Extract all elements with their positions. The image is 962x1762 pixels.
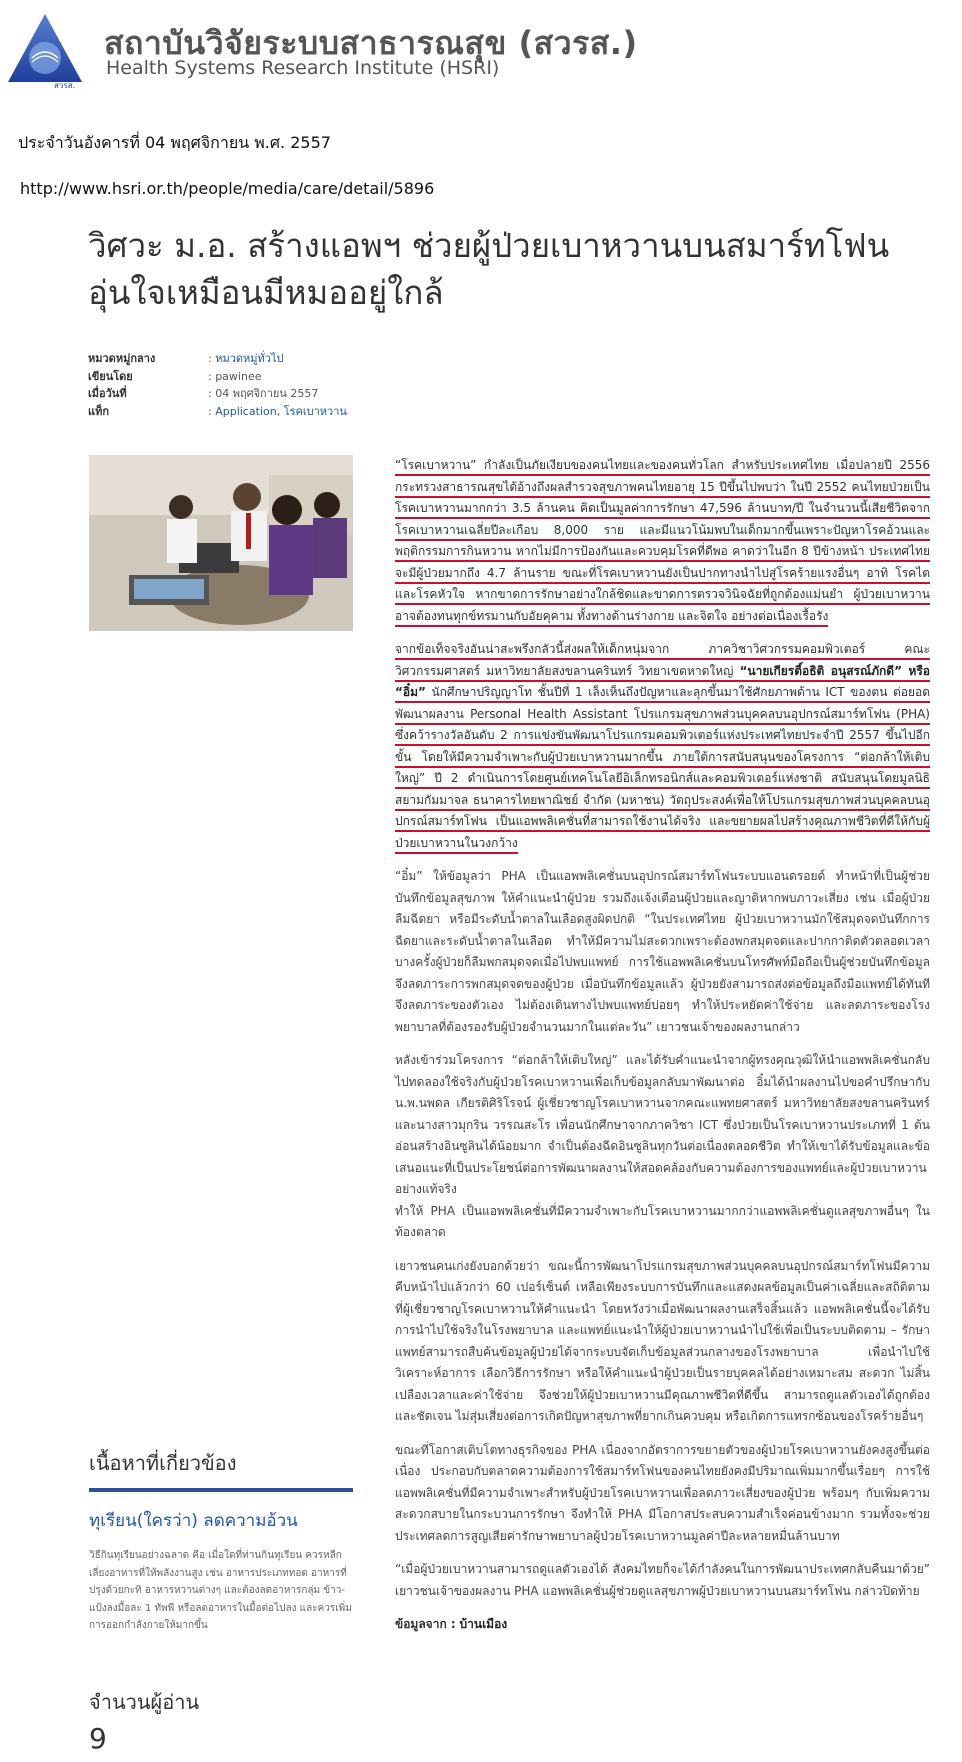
- meta-category-row: หมวดหมู่กลาง : หมวดหมู่ทั่วไป: [88, 350, 347, 368]
- related-article-summary: วิธีกินทุเรียนอย่างฉลาด คือ เมื่อใดที่ท่านกินทุเรียน ควรหลีกเลี่ยงอาหารที่ให้พลังงานสูง เช่น อาหารประเภททอด อาหารที่ปรุงด้วยกะทิ อาหารหวานต่างๆ และต้องลดอาหารกลุ่ม ข้าว-แป้งลงมื้อละ 1 ทัพพี หรือลดอาหารในมื้อต่อไปลง และควรเพิ่มการออกกำลังกายให้มากขึ้น: [89, 1550, 352, 1631]
- article-title: [88, 222, 928, 316]
- article-title-line-2: อุ่นใจเหมือนมีหมออยู่ใกล้: [88, 273, 444, 312]
- article-photo: [89, 455, 353, 631]
- meta-category-label: หมวดหมู่กลาง: [88, 352, 156, 365]
- svg-text:สวรส.: สวรส.: [54, 81, 76, 90]
- meta-date-value: 04 พฤศจิกายน 2557: [215, 387, 319, 400]
- meta-author-label: เขียนโดย: [88, 369, 133, 383]
- source-label: ข้อมูลจาก :: [395, 1617, 456, 1631]
- org-name-thai: สถาบันวิจัยระบบสาธารณสุข (สวรส.): [104, 24, 638, 62]
- paragraph-2-text-a: จากข้อเท็จจริงอันน่าสะพรึงกลัวนี้ส่งผลให้เด็กหนุ่มจาก ภาควิชาวิศวกรรมคอมพิวเตอร์ คณะวิศวกรรมศาสตร์ มหาวิทยาลัยสงขลานครินทร์ วิทยาเขตหาดใหญ่: [395, 642, 930, 682]
- paragraph-4-text-a: หลังเข้าร่วมโครงการ “ต่อกล้าให้เติบใหญ่” และได้รับคำแนะนำจากผู้ทรงคุณวุฒิให้นำแอพพลิเคชั่นกลับไปทดลองใช้จริงกับผู้ป่วยโรคเบาหวานเพื่อเก็บข้อมูลกลับมาพัฒนาต่อ อิ๋มได้นำผลงานไปขอคำปรึกษากับ น.พ.นพดล เกียรติศิริโรจน์ ผู้เชี่ยวชาญโรคเบาหวานจากคณะแพทยศาสตร์ มหาวิทยาลัยสงขลานครินทร์ และนางสาวมุกริน วรรณสะโร เพื่อนนักศึกษาจากภาควิชา ICT ซึ่งป่วยเป็นโรคเบาหวานประเภทที่ 1 ต้นอ่อนสร้างอินซูลินได้น้อยมาก จำเป็นต้องฉีดอินซูลินทุกวันต่อเนื่องตลอดชีวิต ทำให้เขาได้รับข้อมูลและข้อเสนอแนะที่เป็นประโยชน์ต่อการพัฒนาผลงานให้สอดคล้องกับความต้องการของแพทย์และผู้ป่วยเบาหวานอย่างแท้จริง: [395, 1053, 930, 1196]
- source-url: http://www.hsri.or.th/people/media/care/detail/5896: [20, 179, 435, 198]
- source-line: [395, 1614, 930, 1636]
- article-title-line-1: วิศวะ ม.อ. สร้างแอพฯ ช่วยผู้ป่วยเบาหวานบนสมาร์ทโฟน: [88, 226, 890, 265]
- source-link[interactable]: บ้านเมือง: [459, 1617, 508, 1631]
- meta-date-row: เมื่อวันที่ : 04 พฤศจิกายน 2557: [88, 385, 347, 403]
- paragraph-7: “เมื่อผู้ป่วยเบาหวานสามารถดูแลตัวเองได้ สังคมไทยก็จะได้กำลังคนในการพัฒนาประเทศกลับคืนมาด้วย” เยาวชนเจ้าของผลงาน PHA แอพพลิเคชั่นผู้ช่วยดูแลสุขภาพผู้ป่วยเบาหวานบนสมาร์ทโฟน กล่าวปิดท้าย: [395, 1562, 930, 1598]
- paragraph-4: [395, 1050, 930, 1244]
- meta-date-label: เมื่อวันที่: [88, 387, 127, 400]
- readers-count: 9: [89, 1722, 107, 1755]
- paragraph-1: [395, 455, 930, 627]
- related-content-divider: [89, 1488, 353, 1492]
- paragraph-1-text: “โรคเบาหวาน” กำลังเป็นภัยเงียบของคนไทยและของคนทั่วโลก สำหรับประเทศไทย เมื่อปลายปี 2556 กระทรวงสาธารณสุขได้อ้างถึงผลสำรวจสุขภาพคนไทยอายุ 15 ปีขึ้นไปพบว่า ในปี 2552 คนไทยป่วยเป็นโรคเบาหวานมากกว่า 3.5 ล้านคน คิดเป็นมูลค่าการรักษา 47,596 ล้านบาท/ปี ในจำนวนนี้เสียชีวิตจากโรคเบาหวานเฉลี่ยปีละเกือบ 8,000 ราย และมีแนวโน้มพบในเด็กมากขึ้นเพราะปัญหาโรคอ้วนและพฤติกรรมการกินหวาน หากไม่มีการป้องกันและควบคุมโรคที่ดีพอ คาดว่าในอีก 8 ปีข้างหน้า ประเทศไทยจะมีผู้ป่วยมากถึง 4.7 ล้านราย ขณะที่โรคเบาหวานยังเป็นปากทางนำไปสู่โรคร้ายแรงอื่นๆ อาทิ โรคไต และโรคหัวใจ หากขาดการรักษาอย่างใกล้ชิดและขาดการตรวจวินิจฉัยที่ถูกต้องแม่นยำ ผู้ป่วยเบาหวานอาจต้องทนทุกข์ทรมานกับอัยคุคาม ทั้งทางด้านร่างกาย และจิตใจ อย่างต่อเนื่องเรื้อรัง: [395, 458, 930, 627]
- related-content-heading: เนื้อหาที่เกี่ยวข้อง: [89, 1451, 237, 1475]
- meta-tags-label: แท็ก: [88, 404, 110, 418]
- readers-heading: จำนวนผู้อ่าน: [89, 1690, 200, 1714]
- article-body: [395, 455, 930, 1648]
- org-name-english: Health Systems Research Institute (HSRI): [106, 57, 500, 79]
- paragraph-2-person-name: “นายเกียรติ์อธิติ อนุสรณ์ภักดี” หรือ “อิ๋ม”: [395, 664, 930, 704]
- meta-author-value: pawinee: [215, 369, 262, 383]
- tag-link-diabetes[interactable]: โรคเบาหวาน: [283, 404, 347, 418]
- meta-category-link[interactable]: หมวดหมู่ทั่วไป: [215, 352, 284, 365]
- meta-author-row: เขียนโดย : pawinee: [88, 368, 347, 386]
- paragraph-4-text-b: ทำให้ PHA เป็นแอพพลิเคชั่นที่มีความจำเพาะกับโรคเบาหวานมากกว่าแอพพลิเคชั่นดูแลสุขภาพอื่นๆ ในท้องตลาด: [395, 1203, 930, 1239]
- hsri-logo: [6, 12, 84, 90]
- related-article-link[interactable]: ทุเรียน(ใครว่า) ลดความอ้วน: [89, 1511, 298, 1531]
- article-meta: [88, 350, 347, 420]
- meta-tags-row: แท็ก : Application, โรคเบาหวาน: [88, 403, 347, 421]
- paragraph-2-text-c: นักศึกษาปริญญาโท ชั้นปีที่ 1 เล็งเห็นถึงปัญหาและลุกขึ้นมาใช้ศักยภาพด้าน ICT ของตน ต่อยอดพัฒนาผลงาน Personal Health Assistant โปรแกรมสุขภาพส่วนบุคคลบนอุปกรณ์สมาร์ทโฟน (PHA) ซึ่งคว้ารางวัลอันดับ 2 การแข่งขันพัฒนาโปรแกรมคอมพิวเตอร์แห่งประเทศไทยประจำปี 2557 ขึ้นไปอีกขั้น โดยให้มีความจำเพาะกับผู้ป่วยเบาหวานมากขึ้น ภายใต้การสนับสนุนของโครงการ “ต่อกล้าให้เติบใหญ่” ปี 2 ดำเนินการโดยศูนย์เทคโนโลยีอิเล็กทรอนิกส์และคอมพิวเตอร์แห่งชาติ สนับสนุนโดยมูลนิธิสยามกัมมาจล ธนาคารไทยพาณิชย์ จำกัด (มหาชน) วัตถุประสงค์เพื่อให้โปรแกรมสุขภาพส่วนบุคคลบนอุปกรณ์สมาร์ทโฟน เป็นแอพพลิเคชั่นที่สามารถใช้งานได้จริง และขยายผลไปสร้างคุณภาพชีวิตที่ดีให้กับผู้ป่วยเบาหวานในวงกว้าง: [395, 685, 930, 854]
- tag-link-application[interactable]: Application: [215, 404, 277, 418]
- paragraph-5: เยาวชนคนเก่งยังบอกด้วยว่า ขณะนี้การพัฒนาโปรแกรมสุขภาพส่วนบุคคลบนอุปกรณ์สมาร์ทโฟนมีความคืบหน้าไปแล้วกว่า 60 เปอร์เซ็นต์ เหลือเพียงระบบการบันทึกและแสดงผลข้อมูลเป็นค่าเฉลี่ยและสถิติตามที่ผู้เชี่ยวชาญโรคเบาหวานให้คำแนะนำ โดยหวังว่าเมื่อพัฒนาผลงานเสร็จสิ้นแล้ว แอพพลิเคชั่นนี้จะได้รับการนำไปใช้จริงในโรงพยาบาล และแพทย์แนะนำให้ผู้ป่วยเบาหวานนำไปใช้เพื่อเป็นระบบติดตาม – รักษา แพทย์สามารถสืบค้นข้อมูลผู้ป่วยได้จากระบบจัดเก็บข้อมูลส่วนกลางของโรงพยาบาล เพื่อนำไปใช้วิเคราะห์อาการ เลือกวิธีการรักษา หรือให้คำแนะนำผู้ป่วยเป็นรายบุคคลได้อย่างเหมาะสม สะดวก ไม่สิ้นเปลืองเวลาและค่าใช้จ่าย จึงช่วยให้ผู้ป่วยเบาหวานมีคุณภาพชีวิตที่ดีขึ้น สามารถดูแลตัวเองได้ถูกต้อง และชัดเจน ไม่สุ่มเสี่ยงต่อการเกิดปัญหาสุขภาพที่ยากเกินควบคุม หรือเกิดการแทรกซ้อนของโรคร้ายอื่นๆ: [395, 1258, 930, 1423]
- issue-date: ประจำวันอังคารที่ 04 พฤศจิกายน พ.ศ. 2557: [18, 133, 331, 152]
- paragraph-6: ขณะที่โอกาสเติบโตทางธุรกิจของ PHA เนื่องจากอัตราการขยายตัวของผู้ป่วยโรคเบาหวานยังคงสูงขึ้นต่อเนื่อง ประกอบกับตลาดความต้องการใช้สมาร์ทโฟนของคนไทยยังคงมีปริมาณเพิ่มมากขึ้นเรื่อยๆ การใช้แอพพลิเคชั่นที่มีความจำเพาะสำหรับผู้ป่วยโรคเบาหวานเพื่อลดภาวะเสี่ยงของผู้ป่วย พร้อมๆ กับเพิ่มความสะดวกสบายในกระบวนการรักษา จึงทำให้ PHA มีโอกาสประสบความสำเร็จค่อนข้างมาก รวมทั้งจะช่วยประเทศลดการสูญเสียค่ารักษาพยาบาลผู้ป่วยโรคเบาหวานมูลค่าปีละหลายหมื่นล้านบาท: [395, 1442, 930, 1543]
- paragraph-3: “อิ๋ม” ให้ข้อมูลว่า PHA เป็นแอพพลิเคชั่นบนอุปกรณ์สมาร์ทโฟนระบบแอนดรอยด์ ทำหน้าที่เป็นผู้ช่วยบันทึกข้อมูลสุขภาพ ให้คำแนะนำผู้ป่วย รวมถึงแจ้งเตือนผู้ป่วยและญาติหากพบภาวะเสี่ยง เช่น เมื่อผู้ป่วยลืมฉีดยา หรือมีระดับน้ำตาลในเลือดสูงผิดปกติ “ในประเทศไทย ผู้ป่วยเบาหวานมักใช้สมุดจดบันทึกการฉีดยาและระดับน้ำตาลในเลือด ทำให้มีความไม่สะดวกเพราะต้องพกสมุดจดและปากกาติดตัวตลอดเวลา บางครั้งผู้ป่วยก็ลืมพกสมุดจดเมื่อไปพบแพทย์ การใช้แอพพลิเคชั่นบนโทรศัพท์มือถือเป็นผู้ช่วยบันทึกข้อมูลจึงลดภาระการพกสมุดจดของผู้ป่วย เมื่อบันทึกข้อมูลแล้ว ผู้ป่วยยังสามารถส่งต่อข้อมูลถึงมือแพทย์ได้ทันที จึงลดภาระของตัวเอง ไม่ต้องเดินทางไปพบแพทย์บ่อยๆ ทำให้ประหยัดค่าใช้จ่าย และลดภาระของโรงพยาบาลที่ต้องรองรับผู้ป่วยจำนวนมากในแต่ละวัน” เยาวชนเจ้าของผลงานกล่าว: [395, 869, 930, 1034]
- paragraph-2: [395, 639, 930, 854]
